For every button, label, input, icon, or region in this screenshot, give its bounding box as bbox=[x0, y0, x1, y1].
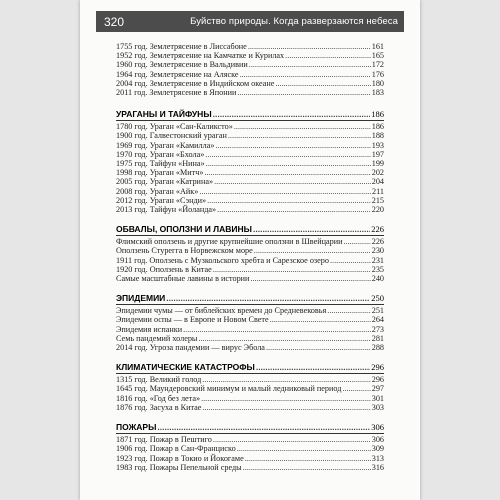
section-heading bbox=[116, 293, 384, 305]
dot-leader bbox=[202, 403, 370, 412]
toc-entry bbox=[116, 394, 384, 403]
toc-entry bbox=[116, 177, 384, 186]
dot-leader bbox=[198, 334, 370, 343]
header-title: Буйство природы. Когда разверзаются небеса bbox=[190, 16, 398, 27]
entry-page: 215 bbox=[371, 195, 384, 205]
section-page: 306 bbox=[371, 422, 384, 433]
toc-entry bbox=[116, 141, 384, 150]
section-title: ОБВАЛЫ, ОПОЛЗНИ И ЛАВИНЫ bbox=[116, 224, 252, 235]
entry-title: 2008 год. Ураган «Айк» bbox=[116, 186, 199, 196]
entry-page: 313 bbox=[371, 453, 384, 463]
dot-leader bbox=[205, 150, 370, 159]
dot-leader bbox=[204, 168, 370, 177]
toc-entry bbox=[116, 159, 384, 168]
toc-entry bbox=[116, 168, 384, 177]
toc-entry bbox=[116, 131, 384, 140]
entry-title: 1645 год. Маундеровский минимум и малый ледниковый период bbox=[116, 384, 342, 394]
toc-entry bbox=[116, 88, 384, 97]
dot-leader bbox=[214, 177, 371, 186]
dot-leader bbox=[213, 109, 371, 119]
section-heading bbox=[116, 224, 384, 236]
toc-section bbox=[116, 224, 384, 283]
toc-entry bbox=[116, 334, 384, 343]
toc-entry bbox=[116, 205, 384, 214]
entry-title: Оползень Стурегга в Норвежском море bbox=[116, 246, 253, 256]
entry-page: 306 bbox=[371, 435, 384, 445]
entry-page: 176 bbox=[371, 69, 384, 79]
book-page bbox=[80, 0, 420, 500]
dot-leader bbox=[245, 454, 371, 463]
section-heading bbox=[116, 109, 384, 121]
entry-title: 1920 год. Оползень в Китае bbox=[116, 264, 212, 274]
dot-leader bbox=[237, 88, 370, 97]
entry-title: 1900 год. Галвестонский ураган bbox=[116, 131, 227, 141]
entry-page: 188 bbox=[371, 131, 384, 141]
toc-entry bbox=[116, 265, 384, 274]
dot-leader bbox=[213, 265, 371, 274]
entry-title: 1952 год. Землетрясение на Камчатке и Курилах bbox=[116, 51, 285, 61]
section-page: 296 bbox=[371, 362, 384, 373]
section-title: КЛИМАТИЧЕСКИЕ КАТАСТРОФЫ bbox=[116, 362, 255, 373]
dot-leader bbox=[183, 325, 371, 334]
entry-page: 183 bbox=[371, 88, 384, 98]
section-title: ПОЖАРЫ bbox=[116, 422, 157, 433]
entry-page: 264 bbox=[371, 315, 384, 325]
toc-entry bbox=[116, 42, 384, 51]
entry-title: 2011 год. Землетрясение в Японии bbox=[116, 88, 237, 98]
entry-page: 231 bbox=[371, 255, 384, 265]
toc-entry bbox=[116, 70, 384, 79]
toc-entry bbox=[116, 375, 384, 384]
entry-page: 202 bbox=[371, 168, 384, 178]
dot-leader bbox=[248, 42, 371, 51]
entry-page: 172 bbox=[371, 60, 384, 70]
toc-section bbox=[116, 362, 384, 412]
dot-leader bbox=[343, 237, 370, 246]
entry-title: Эпидемии чумы — от библейских времен до Средневековья bbox=[116, 306, 327, 316]
toc-section bbox=[116, 293, 384, 352]
entry-title: 1983 год. Пожары Пепельной среды bbox=[116, 462, 242, 472]
entry-page: 180 bbox=[371, 78, 384, 88]
entry-page: 165 bbox=[371, 51, 384, 61]
entry-title: 1755 год. Землетрясение в Лиссабоне bbox=[116, 42, 247, 51]
entry-title: 1975 год. Тайфун «Нина» bbox=[116, 159, 205, 169]
entry-title: 1315 год. Великий голод bbox=[116, 375, 202, 385]
entry-title: 1871 год. Пожар в Пештиго bbox=[116, 435, 212, 445]
entry-page: 303 bbox=[371, 402, 384, 412]
entry-page: 235 bbox=[371, 264, 384, 274]
entry-page: 316 bbox=[371, 462, 384, 472]
toc-entry bbox=[116, 51, 384, 60]
entry-page: 297 bbox=[371, 384, 384, 394]
entry-title: 1998 год. Ураган «Митч» bbox=[116, 168, 204, 178]
dot-leader bbox=[342, 384, 370, 393]
dot-leader bbox=[199, 187, 371, 196]
dot-leader bbox=[327, 306, 370, 315]
entry-title: 1969 год. Ураган «Камилла» bbox=[116, 140, 215, 150]
toc-entry bbox=[116, 256, 384, 265]
entry-title: Эпидемии оспы — в Европе и Новом Свете bbox=[116, 315, 269, 325]
dot-leader bbox=[234, 122, 371, 131]
dot-leader bbox=[217, 205, 371, 214]
toc-entry bbox=[116, 187, 384, 196]
entry-page: 288 bbox=[371, 343, 384, 353]
dot-leader bbox=[240, 70, 371, 79]
entry-title: 1876 год. Засуха в Китае bbox=[116, 402, 202, 412]
toc-entry bbox=[116, 60, 384, 69]
toc-entry bbox=[116, 306, 384, 315]
entry-page: 226 bbox=[371, 237, 384, 247]
dot-leader bbox=[243, 463, 371, 472]
dot-leader bbox=[330, 256, 371, 265]
toc-entry bbox=[116, 444, 384, 453]
entry-page: 186 bbox=[371, 122, 384, 132]
entry-page: 220 bbox=[371, 205, 384, 215]
entry-title: 1906 год. Пожар в Сан-Франциско bbox=[116, 444, 236, 454]
entry-page: 281 bbox=[371, 333, 384, 343]
dot-leader bbox=[275, 79, 370, 88]
entry-page: 193 bbox=[371, 140, 384, 150]
entry-page: 296 bbox=[371, 375, 384, 385]
toc-section bbox=[116, 42, 384, 97]
section-page: 250 bbox=[371, 293, 384, 304]
dot-leader bbox=[237, 444, 371, 453]
entry-page: 309 bbox=[371, 444, 384, 454]
section-heading bbox=[116, 422, 384, 434]
entry-page: 211 bbox=[372, 186, 384, 196]
entry-page: 230 bbox=[371, 246, 384, 256]
toc-entry bbox=[116, 246, 384, 255]
toc-entry bbox=[116, 384, 384, 393]
toc-entry bbox=[116, 403, 384, 412]
entry-page: 204 bbox=[371, 177, 384, 187]
dot-leader bbox=[254, 246, 371, 255]
entry-title: Флимский оползень и другие крупнейшие оползни в Швейцарии bbox=[116, 237, 343, 247]
dot-leader bbox=[256, 362, 370, 372]
page-number: 320 bbox=[103, 14, 125, 29]
toc-entry bbox=[116, 79, 384, 88]
toc-entry bbox=[116, 325, 384, 334]
dot-leader bbox=[253, 224, 370, 234]
dot-leader bbox=[250, 274, 370, 283]
dot-leader bbox=[207, 196, 371, 205]
toc-section bbox=[116, 422, 384, 472]
section-page: 186 bbox=[371, 109, 384, 120]
table-of-contents bbox=[116, 42, 384, 482]
dot-leader bbox=[215, 141, 370, 150]
toc-entry bbox=[116, 343, 384, 352]
dot-leader bbox=[228, 131, 371, 140]
toc-entry bbox=[116, 315, 384, 324]
entry-title: 2005 год. Ураган «Катрина» bbox=[116, 177, 214, 187]
entry-title: Самые масштабные лавины в истории bbox=[116, 274, 250, 284]
entry-page: 161 bbox=[371, 42, 384, 51]
section-title: ЭПИДЕМИИ bbox=[116, 293, 166, 304]
toc-entry bbox=[116, 196, 384, 205]
dot-leader bbox=[157, 422, 370, 432]
toc-entry bbox=[116, 150, 384, 159]
entry-title: 2014 год. Угроза пандемии — вирус Эбола bbox=[116, 343, 265, 353]
dot-leader bbox=[166, 293, 370, 303]
toc-entry bbox=[116, 237, 384, 246]
dot-leader bbox=[266, 343, 371, 352]
entry-page: 197 bbox=[371, 149, 384, 159]
dot-leader bbox=[202, 375, 370, 384]
entry-title: 1911 год. Оползень с Музкольского хребта и Сарезское озеро bbox=[116, 255, 329, 265]
dot-leader bbox=[201, 394, 371, 403]
entry-page: 240 bbox=[371, 274, 384, 284]
entry-page: 273 bbox=[371, 324, 384, 334]
toc-entry bbox=[116, 454, 384, 463]
dot-leader bbox=[206, 159, 371, 168]
entry-title: 1816 год. «Год без лета» bbox=[116, 393, 201, 403]
entry-title: Эпидемия испанки bbox=[116, 324, 183, 334]
entry-title: 1960 год. Землетрясение в Вальдивии bbox=[116, 60, 248, 70]
section-title: УРАГАНЫ И ТАЙФУНЫ bbox=[116, 109, 212, 120]
entry-title: 2004 год. Землетрясение в Индийском океане bbox=[116, 78, 275, 88]
section-heading bbox=[116, 362, 384, 374]
entry-page: 301 bbox=[371, 393, 384, 403]
toc-section bbox=[116, 109, 384, 214]
toc-entry bbox=[116, 122, 384, 131]
entry-page: 251 bbox=[371, 306, 384, 316]
entry-title: 1970 год. Ураган «Бхола» bbox=[116, 149, 205, 159]
toc-entry bbox=[116, 463, 384, 472]
dot-leader bbox=[285, 51, 371, 60]
toc-entry bbox=[116, 435, 384, 444]
dot-leader bbox=[270, 315, 371, 324]
entry-page: 199 bbox=[371, 159, 384, 169]
toc-entry bbox=[116, 274, 384, 283]
entry-title: 1780 год. Ураган «Сан-Каликсто» bbox=[116, 122, 233, 132]
running-header bbox=[96, 11, 404, 32]
entry-title: 2013 год. Тайфун «Йоланда» bbox=[116, 205, 217, 215]
entry-title: 2012 год. Ураган «Сэнди» bbox=[116, 195, 207, 205]
entry-title: 1964 год. Землетрясение на Аляске bbox=[116, 69, 239, 79]
dot-leader bbox=[249, 60, 371, 69]
section-page: 226 bbox=[371, 224, 384, 235]
dot-leader bbox=[213, 435, 371, 444]
entry-title: 1923 год. Пожар в Токио и Йокогаме bbox=[116, 453, 244, 463]
entry-title: Семь пандемий холеры bbox=[116, 333, 198, 343]
